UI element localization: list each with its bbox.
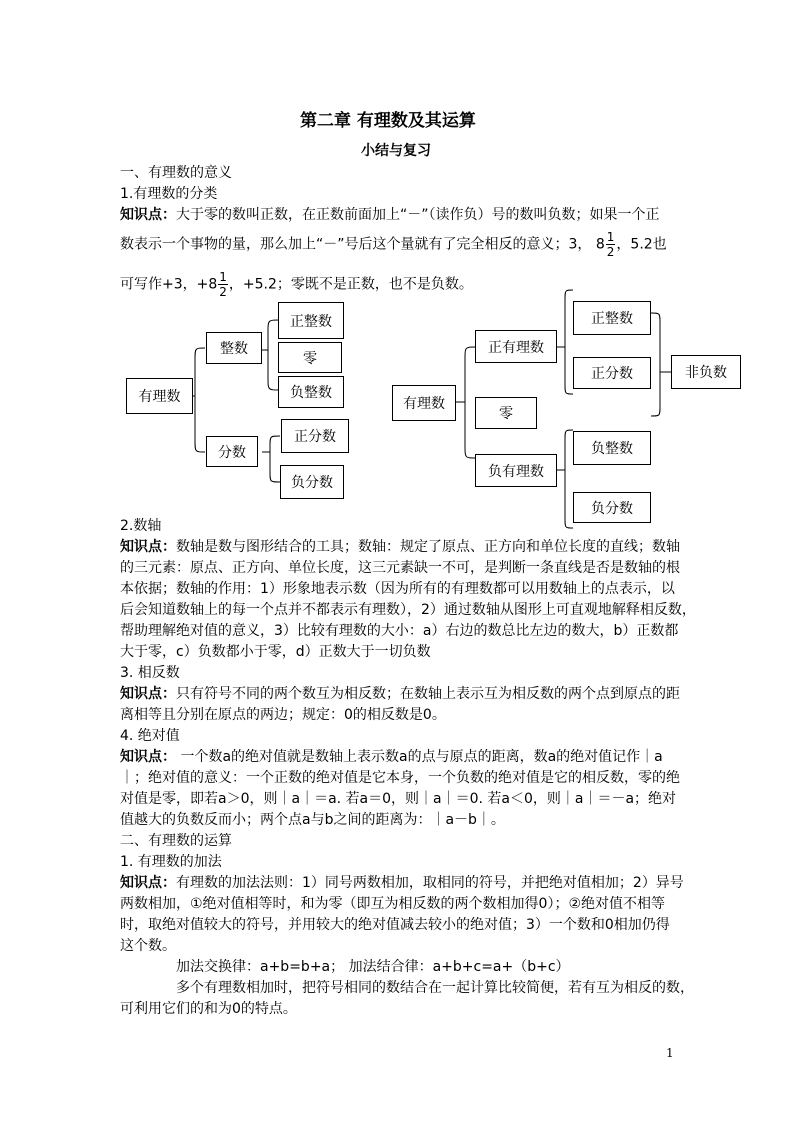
paragraph-text: ，+5.2；零既不是正数，也不是负数。: [228, 276, 473, 293]
paragraph-line: 值越大的负数反而小；两个点a与b之间的距离为：｜a－b｜。: [120, 812, 505, 828]
paragraph-line: [120, 872, 684, 892]
knowledge-label: 知识点：: [120, 539, 176, 555]
paragraph-line: 后会知道数轴上的每一个点并不都表示有理数），2）通过数轴从图形上可直观地解释相反数，: [120, 602, 696, 618]
tree1-root-box: 有理数: [126, 378, 193, 414]
subsection-heading: 2.数轴: [120, 518, 162, 534]
paragraph-text: 数表示一个事物的量，那么加上“－”号后这个量就有了完全相反的意义；3， 8: [120, 236, 605, 253]
paragraph-line: 对值是零，即若a＞0，则｜a｜＝a. 若a＝0，则｜a｜＝0. 若a＜0，则｜a｜＝－a；绝对: [120, 791, 677, 807]
knowledge-label: 知识点：: [120, 207, 176, 223]
fraction-denominator: 2: [606, 245, 615, 259]
paragraph-line: 帮助理解绝对值的意义，3）比较有理数的大小：a）右边的数总比左边的数大，b）正数都: [120, 623, 679, 639]
paragraph-line: 时，取绝对值较大的符号，并用较大的绝对值减去较小的绝对值；3）一个数和0相加仍得: [120, 917, 670, 933]
tree1-integer-box: 整数: [206, 332, 262, 364]
paragraph-line: 加法交换律：a+b=b+a； 加法结合律：a+b+c=a+（b+c）: [176, 959, 570, 975]
tree1-positive-fraction-box: 正分数: [281, 419, 349, 453]
paragraph-line: ｜；绝对值的意义：一个正数的绝对值是它本身，一个负数的绝对值是它的相反数，零的绝: [120, 770, 680, 786]
paragraph-text: 数轴是数与图形结合的工具；数轴：规定了原点、正方向和单位长度的直线；数轴: [176, 539, 680, 555]
tree2-zero-box: 零: [475, 397, 537, 429]
paragraph-line: 多个有理数相加时，把符号相同的数结合在一起计算比较简便，若有互为相反的数，: [176, 980, 694, 996]
knowledge-label: 知识点：: [120, 749, 176, 765]
tree2-negative-rational-box: 负有理数: [475, 454, 557, 487]
tree1-zero-box: 零: [278, 342, 342, 373]
section-heading: 二、有理数的运算: [120, 833, 232, 849]
paragraph-line: 的三元素：原点、正方向、单位长度，这三元素缺一不可，是判断一条直线是否是数轴的根: [120, 560, 680, 576]
tree1-fraction-box: 分数: [206, 436, 258, 467]
tree2-positive-rational-box: 正有理数: [475, 330, 557, 363]
tree1-positive-integer-box: 正整数: [278, 302, 344, 339]
knowledge-label: 知识点：: [120, 875, 176, 891]
tree2-negative-integer-box: 负整数: [573, 431, 651, 465]
subsection-heading: 3. 相反数: [120, 665, 180, 681]
section-heading: 一、有理数的意义: [120, 165, 232, 181]
paragraph-line: 大于零，c）负数都小于零，d）正数大于一切负数: [120, 644, 431, 660]
page-title: 第二章 有理数及其运算: [300, 111, 476, 131]
subsection-heading: 1.有理数的分类: [120, 186, 218, 202]
fraction-denominator: 2: [219, 285, 227, 299]
page-number: 1: [666, 1046, 674, 1060]
paragraph-line: 两数相加，①绝对值相等时，和为零（即互为相反数的两个数相加得0）；②绝对值不相等: [120, 896, 666, 912]
tree2-positive-integer-box: 正整数: [573, 301, 651, 335]
paragraph-text: 可写作+3，+8: [120, 276, 218, 293]
tree2-root-box: 有理数: [392, 385, 456, 421]
paragraph-line: [120, 536, 680, 556]
page-subtitle: 小结与复习: [361, 143, 431, 159]
tree1-negative-fraction-box: 负分数: [280, 465, 344, 499]
paragraph-line: 这个数。: [120, 938, 176, 954]
tree1-negative-integer-box: 负整数: [278, 376, 344, 408]
paragraph-line: 本依据；数轴的作用：1）形象地表示数（因为所有的有理数都可以用数轴上的点表示，以: [120, 581, 675, 597]
tree2-negative-fraction-box: 负分数: [573, 492, 651, 523]
paragraph-text: 大于零的数叫正数，在正数前面加上“－”（读作负）号的数叫负数；如果一个正: [176, 207, 660, 223]
paragraph-text: ，5.2也: [616, 236, 667, 253]
paragraph-line: [120, 746, 663, 766]
subsection-heading: 4. 绝对值: [120, 728, 180, 744]
fraction-numerator: 1: [219, 270, 227, 284]
subsection-heading: 1. 有理数的加法: [120, 854, 222, 870]
knowledge-label: 知识点：: [120, 686, 176, 702]
tree2-positive-fraction-box: 正分数: [573, 357, 651, 389]
fraction-numerator: 1: [606, 230, 615, 244]
paragraph-line: 可利用它们的和为0的特点。: [120, 1001, 297, 1017]
paragraph-text: 一个数a的绝对值就是数轴上表示数a的点与原点的距离，数a的绝对值记作｜a: [176, 749, 663, 765]
paragraph-line: [120, 683, 680, 703]
paragraph-text: 只有符号不同的两个数互为相反数；在数轴上表示互为相反数的两个点到原点的距: [176, 686, 680, 702]
paragraph-line: 离相等且分别在原点的两边；规定：0的相反数是0。: [120, 707, 446, 723]
classification-brackets: [0, 0, 794, 540]
paragraph-text: 有理数的加法法则：1）同号两数相加，取相同的符号，并把绝对值相加；2）异号: [176, 875, 684, 891]
tree2-nonnegative-box: 非负数: [671, 355, 741, 389]
